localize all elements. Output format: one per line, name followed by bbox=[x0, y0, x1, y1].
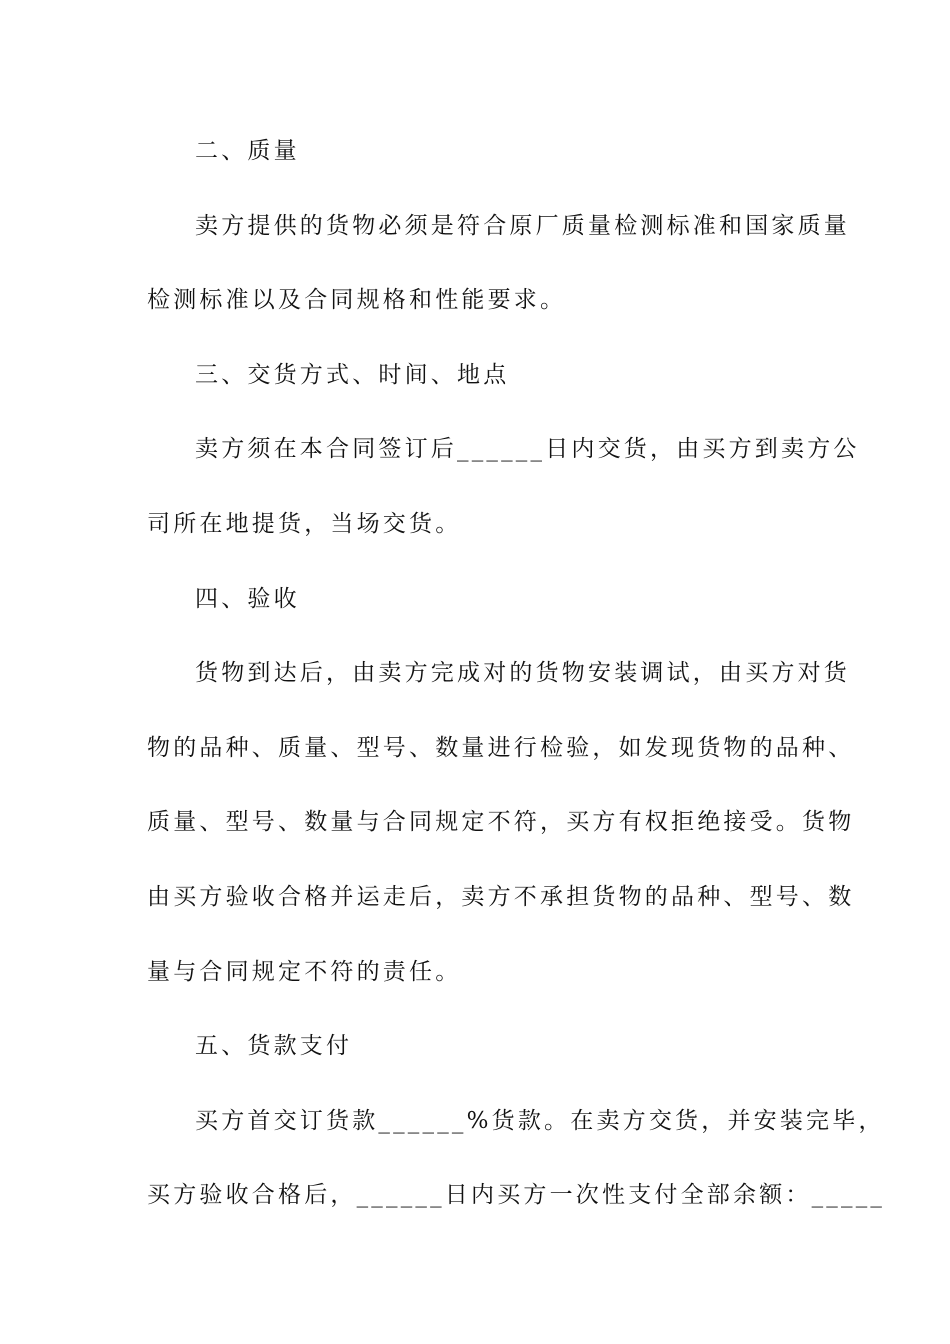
paragraph-line: 卖方提供的货物必须是符合原厂质量检测标准和国家质量 bbox=[195, 212, 850, 239]
paragraph-line: 物的品种、质量、型号、数量进行检验，如发现货物的品种、 bbox=[147, 734, 855, 761]
section-heading-quality: 二、质量 bbox=[195, 138, 300, 164]
paragraph-line: 检测标准以及合同规格和性能要求。 bbox=[147, 287, 567, 314]
section-heading-delivery: 三、交货方式、时间、地点 bbox=[195, 361, 510, 388]
paragraph-line: 买方验收合格后，______日内买方一次性支付全部余额：_____ bbox=[147, 1182, 886, 1209]
paragraph-line: 卖方须在本合同签订后______日内交货，由买方到卖方公 bbox=[195, 436, 860, 463]
paragraph-line: 量与合同规定不符的责任。 bbox=[147, 958, 462, 985]
section-heading-acceptance: 四、验收 bbox=[195, 585, 300, 612]
paragraph-line: 货物到达后，由卖方完成对的货物安装调试，由买方对货 bbox=[195, 660, 850, 687]
contract-text bbox=[147, 128, 886, 1247]
paragraph-line: 由买方验收合格并运走后，卖方不承担货物的品种、型号、数 bbox=[147, 883, 855, 910]
paragraph-line: 买方首交订货款______%货款。在卖方交货，并安装完毕， bbox=[195, 1107, 885, 1134]
paragraph-line: 司所在地提货，当场交货。 bbox=[147, 510, 462, 537]
section-heading-payment: 五、货款支付 bbox=[195, 1033, 353, 1060]
paragraph-line: 质量、型号、数量与合同规定不符，买方有权拒绝接受。货物 bbox=[147, 809, 855, 836]
